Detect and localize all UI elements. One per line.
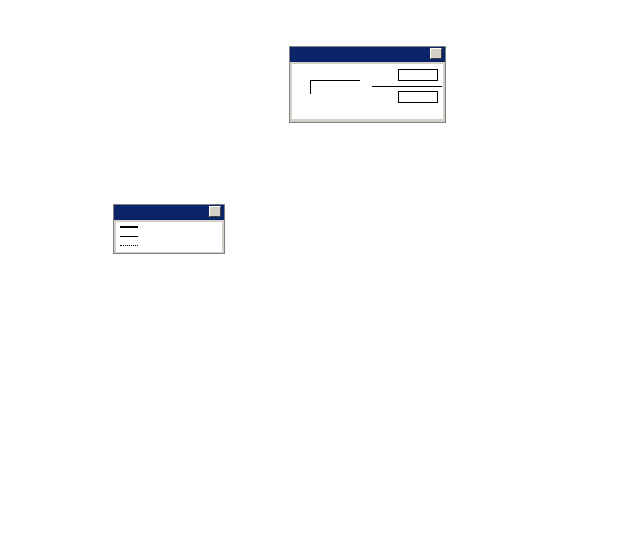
corrector-parameters-window[interactable] bbox=[289, 46, 446, 123]
close-icon[interactable] bbox=[209, 206, 221, 217]
close-icon[interactable] bbox=[430, 48, 442, 59]
corrector-window-body bbox=[292, 64, 443, 119]
legend-item-corrector bbox=[120, 241, 142, 250]
graph-window-titlebar[interactable] bbox=[114, 205, 224, 220]
fraction-bar bbox=[372, 86, 442, 87]
gain-field[interactable] bbox=[310, 80, 360, 94]
denominator-field[interactable] bbox=[398, 91, 438, 103]
corrector-window-titlebar[interactable] bbox=[290, 47, 445, 62]
legend-item-uncorrected bbox=[120, 223, 142, 232]
numerator-field[interactable] bbox=[398, 69, 438, 81]
legend-item-corrected bbox=[120, 232, 142, 241]
legend-body bbox=[116, 222, 222, 252]
graph-parameters-window[interactable] bbox=[113, 204, 225, 254]
